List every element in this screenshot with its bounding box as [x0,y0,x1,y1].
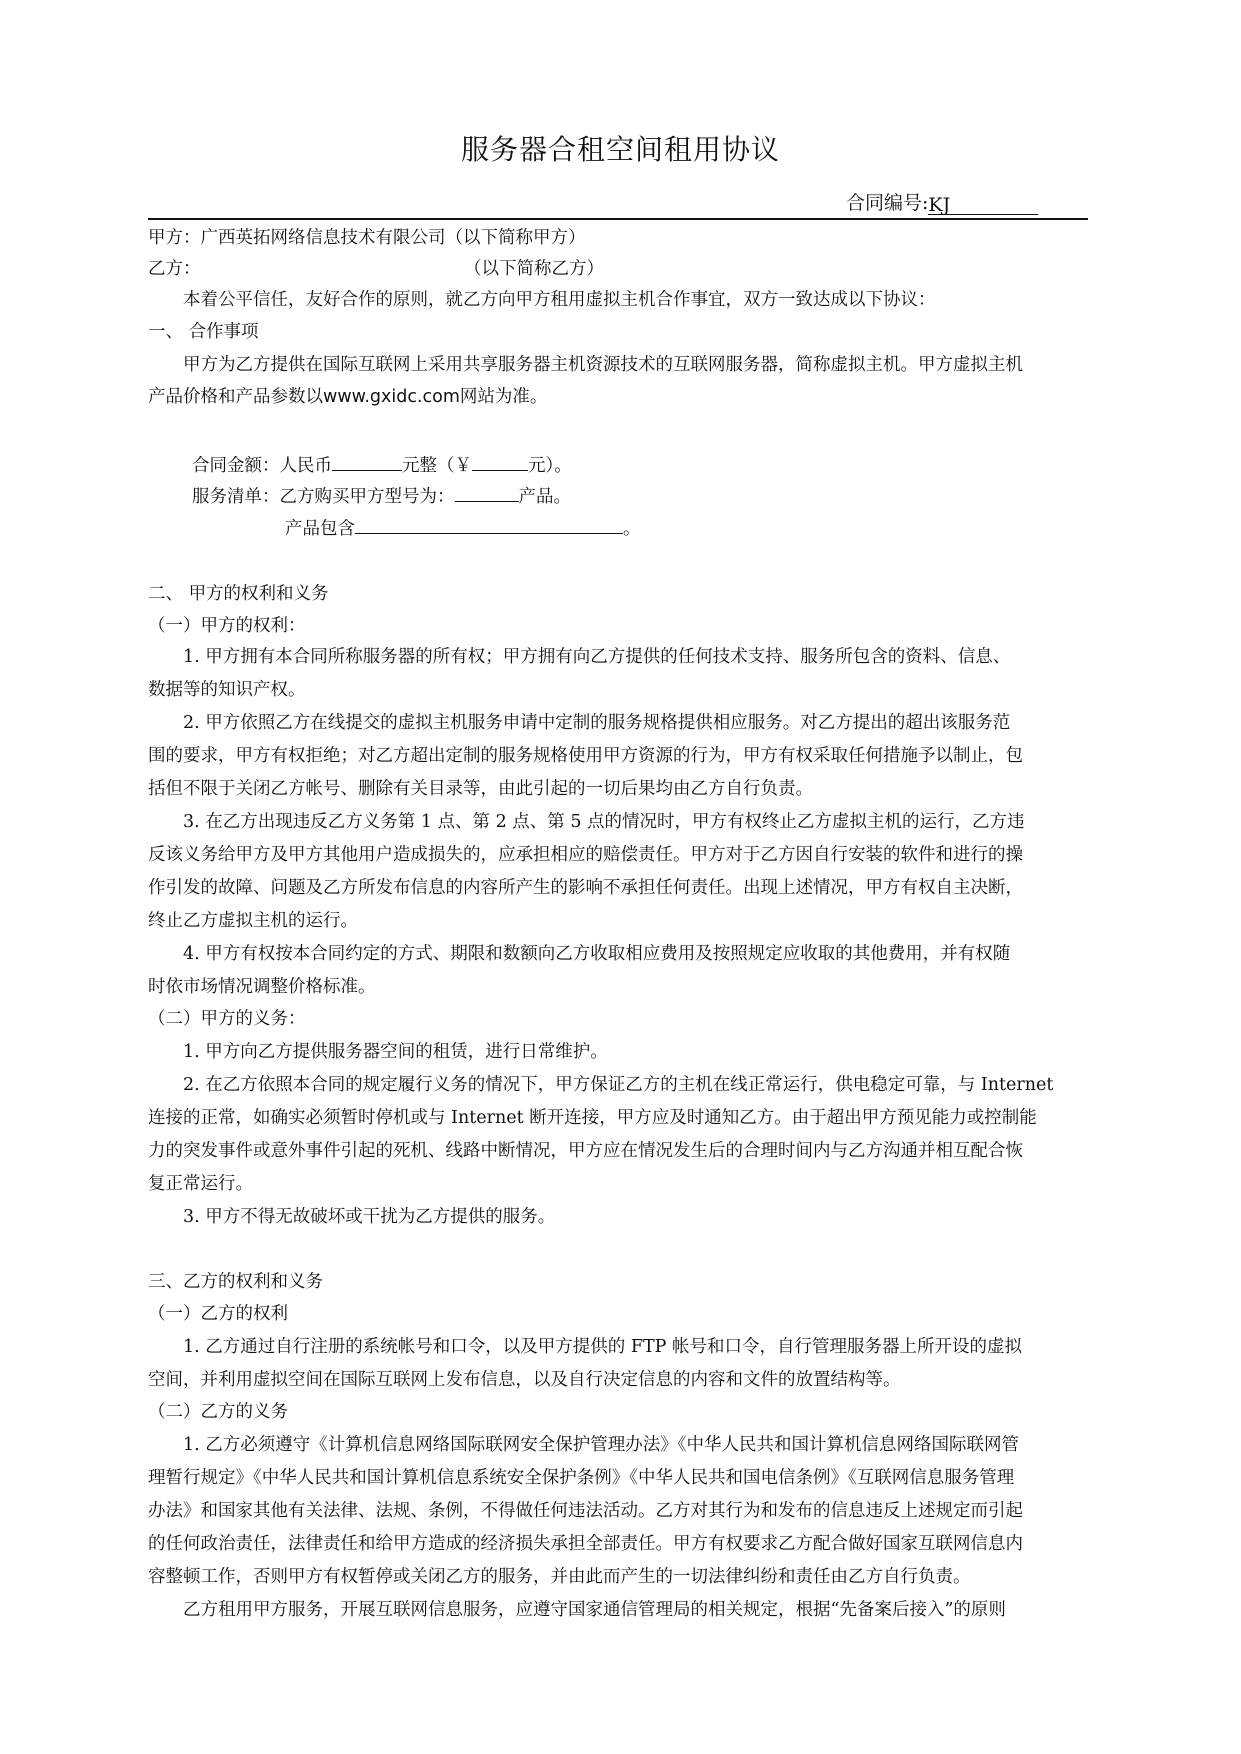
section-2-rights-heading: （一）甲方的权利： [148,616,306,636]
text: 元）。 [528,456,572,476]
clause-line: 时依市场情况调整价格标准。 [148,977,376,997]
clause-line: 终止乙方虚拟主机的运行。 [148,911,358,931]
clause-line: 力的突发事件或意外事件引起的死机、线路中断情况，甲方应在情况发生后的合理时间内与乙方沟通并相互配合恢 [148,1141,1023,1161]
section-1-heading: 一、 合作事项 [148,322,259,342]
clause-line: 括但不限于关闭乙方帐号、删除有关目录等，由此引起的一切后果均由乙方自行负责。 [148,779,813,799]
clause-line: 2. 甲方依照乙方在线提交的虚拟主机服务申请中定制的服务规格提供相应服务。对乙方提出的超出该服务范 [183,713,1011,733]
clause-line: 连接的正常，如确实必须暂时停机或与 Internet 断开连接，甲方应及时通知乙方。由于超出甲方预见能力或控制能 [148,1108,1037,1128]
amount-blank[interactable] [332,452,402,471]
text: 。 [623,519,641,539]
text: 服务清单：乙方购买甲方型号为： [192,487,455,507]
model-blank[interactable] [455,483,519,502]
clause-line: 数据等的知识产权。 [148,680,306,700]
intro-paragraph: 本着公平信任，友好合作的原则，就乙方向甲方租用虚拟主机合作事宜，双方一致达成以下协议： [183,290,936,310]
contract-number [846,188,1038,215]
clause-line: 空间，并利用虚拟空间在国际互联网上发布信息，以及自行决定信息的内容和文件的放置结构等。 [148,1370,901,1390]
document-title: 服务器合租空间租用协议 [460,133,780,166]
party-b-suffix: （以下简称乙方） [464,259,604,279]
text: 产品价格和产品参数以 [148,387,323,407]
clause-line: 1. 甲方拥有本合同所称服务器的所有权；甲方拥有向乙方提供的任何技术支持、服务所包含的资料、信息、 [183,647,1011,667]
text: 产品包含 [285,519,355,539]
website-link[interactable]: www.gxidc.com [323,387,460,407]
clause-line: 1. 乙方必须遵守《计算机信息网络国际联网安全保护管理办法》《中华人民共和国计算机信息网络国际联网管 [183,1435,1020,1455]
clause-line: 作引发的故障、问题及乙方所发布信息的内容所产生的影响不承担任何责任。出现上述情况，甲方有权自主决断， [148,878,1023,898]
contract-number-blank [928,194,1038,215]
clause-line: 的任何政治责任，法律责任和给甲方造成的经济损失承担全部责任。甲方有权要求乙方配合做好国家互联网信息内 [148,1534,1023,1554]
section-1-paragraph-line [148,385,547,409]
clause-line: 3. 甲方不得无故破坏或干扰为乙方提供的服务。 [183,1207,556,1227]
section-3-rights-heading: （一）乙方的权利 [148,1304,288,1324]
header-rule [148,218,1088,220]
section-2-heading: 二、 甲方的权利和义务 [148,584,329,604]
clause-line: 2. 在乙方依照本合同的规定履行义务的情况下，甲方保证乙方的主机在线正常运行，供电稳定可靠，与 Internet [183,1075,1054,1095]
text: 合同金额：人民币 [192,456,332,476]
section-3-duties-heading: （二）乙方的义务 [148,1402,288,1422]
product-includes-line [285,515,641,541]
clause-line: 办法》和国家其他有关法律、法规、条例，不得做任何违法活动。乙方对其行为和发布的信息违反上述规定而引起 [148,1501,1023,1521]
clause-line: 反该义务给甲方及甲方其他用户造成损失的，应承担相应的赔偿责任。甲方对于乙方因自行安装的软件和进行的操 [148,845,1023,865]
contract-number-prefix: KJ [928,194,951,216]
clause-line: 围的要求，甲方有权拒绝；对乙方超出定制的服务规格使用甲方资源的行为，甲方有权采取任何措施予以制止，包 [148,746,1023,766]
contract-number-label: 合同编号: [846,192,929,214]
clause-line: 容整顿工作，否则甲方有权暂停或关闭乙方的服务，并由此而产生的一切法律纠纷和责任由乙方自行负责。 [148,1567,971,1587]
clause-line: 1. 乙方通过自行注册的系统帐号和口令，以及甲方提供的 FTP 帐号和口令，自行管理服务器上所开设的虚拟 [183,1337,1022,1357]
section-1-paragraph-line: 甲方为乙方提供在国际互联网上采用共享服务器主机资源技术的互联网服务器，简称虚拟主机。甲方虚拟主机 [183,355,1023,375]
clause-line: 4. 甲方有权按本合同约定的方式、期限和数额向乙方收取相应费用及按照规定应收取的其他费用，并有权随 [183,944,1011,964]
section-2-duties-heading: （二）甲方的义务： [148,1009,306,1029]
clause-line: 1. 甲方向乙方提供服务器空间的租赁，进行日常维护。 [183,1042,608,1062]
text: 产品。 [518,487,571,507]
party-a: 甲方：广西英拓网络信息技术有限公司（以下简称甲方） [148,228,586,248]
clause-line: 3. 在乙方出现违反乙方义务第 1 点、第 2 点、第 5 点的情况时，甲方有权终止乙方虚拟主机的运行，乙方违 [183,812,1025,832]
includes-blank[interactable] [355,515,623,534]
clause-line: 乙方租用甲方服务，开展互联网信息服务，应遵守国家通信管理局的相关规定，根据“先备案后接入”的原则 [183,1600,1006,1620]
clause-line: 复正常运行。 [148,1174,253,1194]
section-3-heading: 三、乙方的权利和义务 [148,1272,323,1292]
amount-number-blank[interactable] [472,452,528,471]
party-b-label: 乙方： [148,259,201,279]
contract-amount-line [192,452,572,478]
service-list-line [192,483,571,509]
clause-line: 理暂行规定》《中华人民共和国计算机信息系统安全保护条例》《中华人民共和国电信条例》《互联网信息服务管理 [148,1468,1015,1488]
text: 网站为准。 [459,387,548,407]
text: 元整（￥ [402,456,472,476]
